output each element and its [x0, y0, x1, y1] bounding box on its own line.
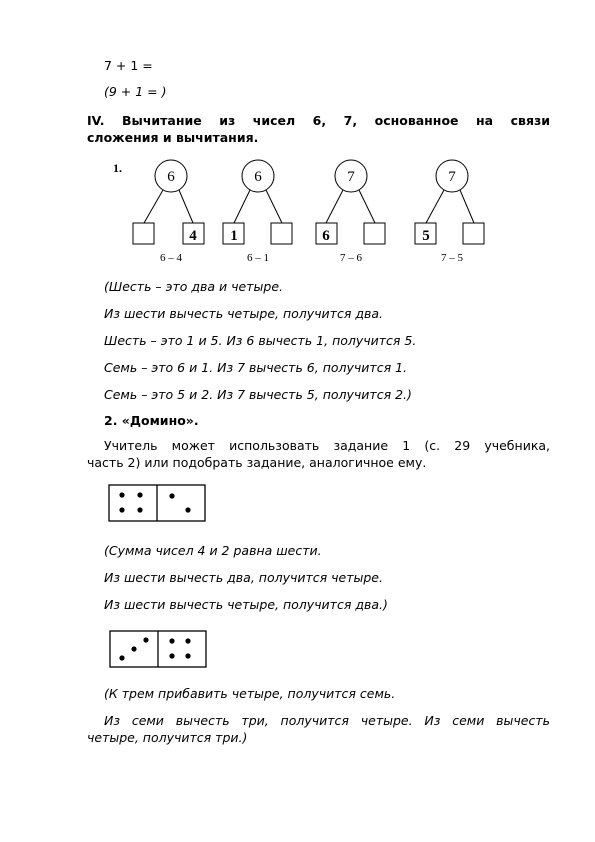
tree-right-box — [364, 223, 385, 244]
domino-pip — [119, 507, 124, 512]
domino2-statement-b: Из семи вычесть три, получится четыре. Из семи вычесть — [104, 713, 550, 728]
domino-pip — [131, 646, 136, 651]
tree-caption: 7 – 6 — [340, 252, 362, 264]
domino-pip — [169, 493, 174, 498]
teacher-note-line2: часть 2) или подобрать задание, аналогичное ему. — [87, 455, 427, 470]
tree-caption: 6 – 4 — [160, 252, 182, 264]
domino1-statement-a: (Сумма чисел 4 и 2 равна шести. — [104, 543, 322, 558]
domino1-statement-c: Из шести вычесть четыре, получится два.) — [104, 597, 388, 612]
domino2-statement-c: четыре, получится три.) — [87, 730, 248, 745]
domino-pip — [185, 653, 190, 658]
number-tree — [415, 160, 484, 264]
tree-top-number: 6 — [254, 169, 262, 185]
equation-9-plus-1: (9 + 1 = ) — [104, 84, 167, 99]
tree-left-box — [133, 223, 154, 244]
domino2-statement-a: (К трем прибавить четыре, получится семь. — [104, 686, 396, 701]
domino-3-4 — [110, 631, 206, 667]
teacher-note-line1: Учитель может использовать задание 1 (с. 29 учебника, — [104, 438, 550, 453]
statement-six-minus-four: Из шести вычесть четыре, получится два. — [104, 306, 383, 321]
tree-caption: 7 – 5 — [441, 252, 463, 264]
equation-7-plus-1: 7 + 1 = — [104, 58, 153, 73]
statement-seven-is-6-and-1: Семь – это 6 и 1. Из 7 вычесть 6, получится 1. — [104, 360, 407, 375]
domino-pip — [119, 492, 124, 497]
tree-caption: 6 – 1 — [247, 252, 269, 264]
tree-top-number: 6 — [167, 169, 175, 185]
task-2-heading: 2. «Домино». — [104, 413, 199, 428]
statement-six-is-1-and-5: Шесть – это 1 и 5. Из 6 вычесть 1, получится 5. — [104, 333, 417, 348]
tree-top-number: 7 — [347, 169, 355, 185]
statement-seven-is-5-and-2: Семь – это 5 и 2. Из 7 вычесть 5, получится 2.) — [104, 387, 412, 402]
task-1-number: 1. — [113, 161, 122, 175]
tree-left-number: 5 — [422, 228, 430, 244]
statement-six-is-two-and-four: (Шесть – это два и четыре. — [104, 279, 283, 294]
domino-pip — [169, 638, 174, 643]
number-tree — [316, 160, 385, 264]
section-iv-heading-line1: IV. Вычитание из чисел 6, 7, основанное на связи — [87, 113, 550, 128]
tree-left-number: 1 — [230, 228, 238, 244]
domino-pip — [137, 507, 142, 512]
domino-pip — [185, 638, 190, 643]
tree-right-number: 4 — [189, 228, 197, 244]
section-iv-heading-line2: сложения и вычитания. — [87, 130, 259, 145]
number-tree — [223, 160, 292, 264]
domino-pip — [119, 655, 124, 660]
number-tree — [133, 160, 204, 264]
domino-pip — [169, 653, 174, 658]
domino1-statement-b: Из шести вычесть два, получится четыре. — [104, 570, 383, 585]
tree-right-box — [463, 223, 484, 244]
tree-left-number: 6 — [322, 228, 330, 244]
tree-right-box — [271, 223, 292, 244]
domino-pip — [143, 637, 148, 642]
domino-4-2 — [109, 485, 205, 521]
tree-top-number: 7 — [448, 169, 456, 185]
domino-pip — [185, 507, 190, 512]
domino-pip — [137, 492, 142, 497]
